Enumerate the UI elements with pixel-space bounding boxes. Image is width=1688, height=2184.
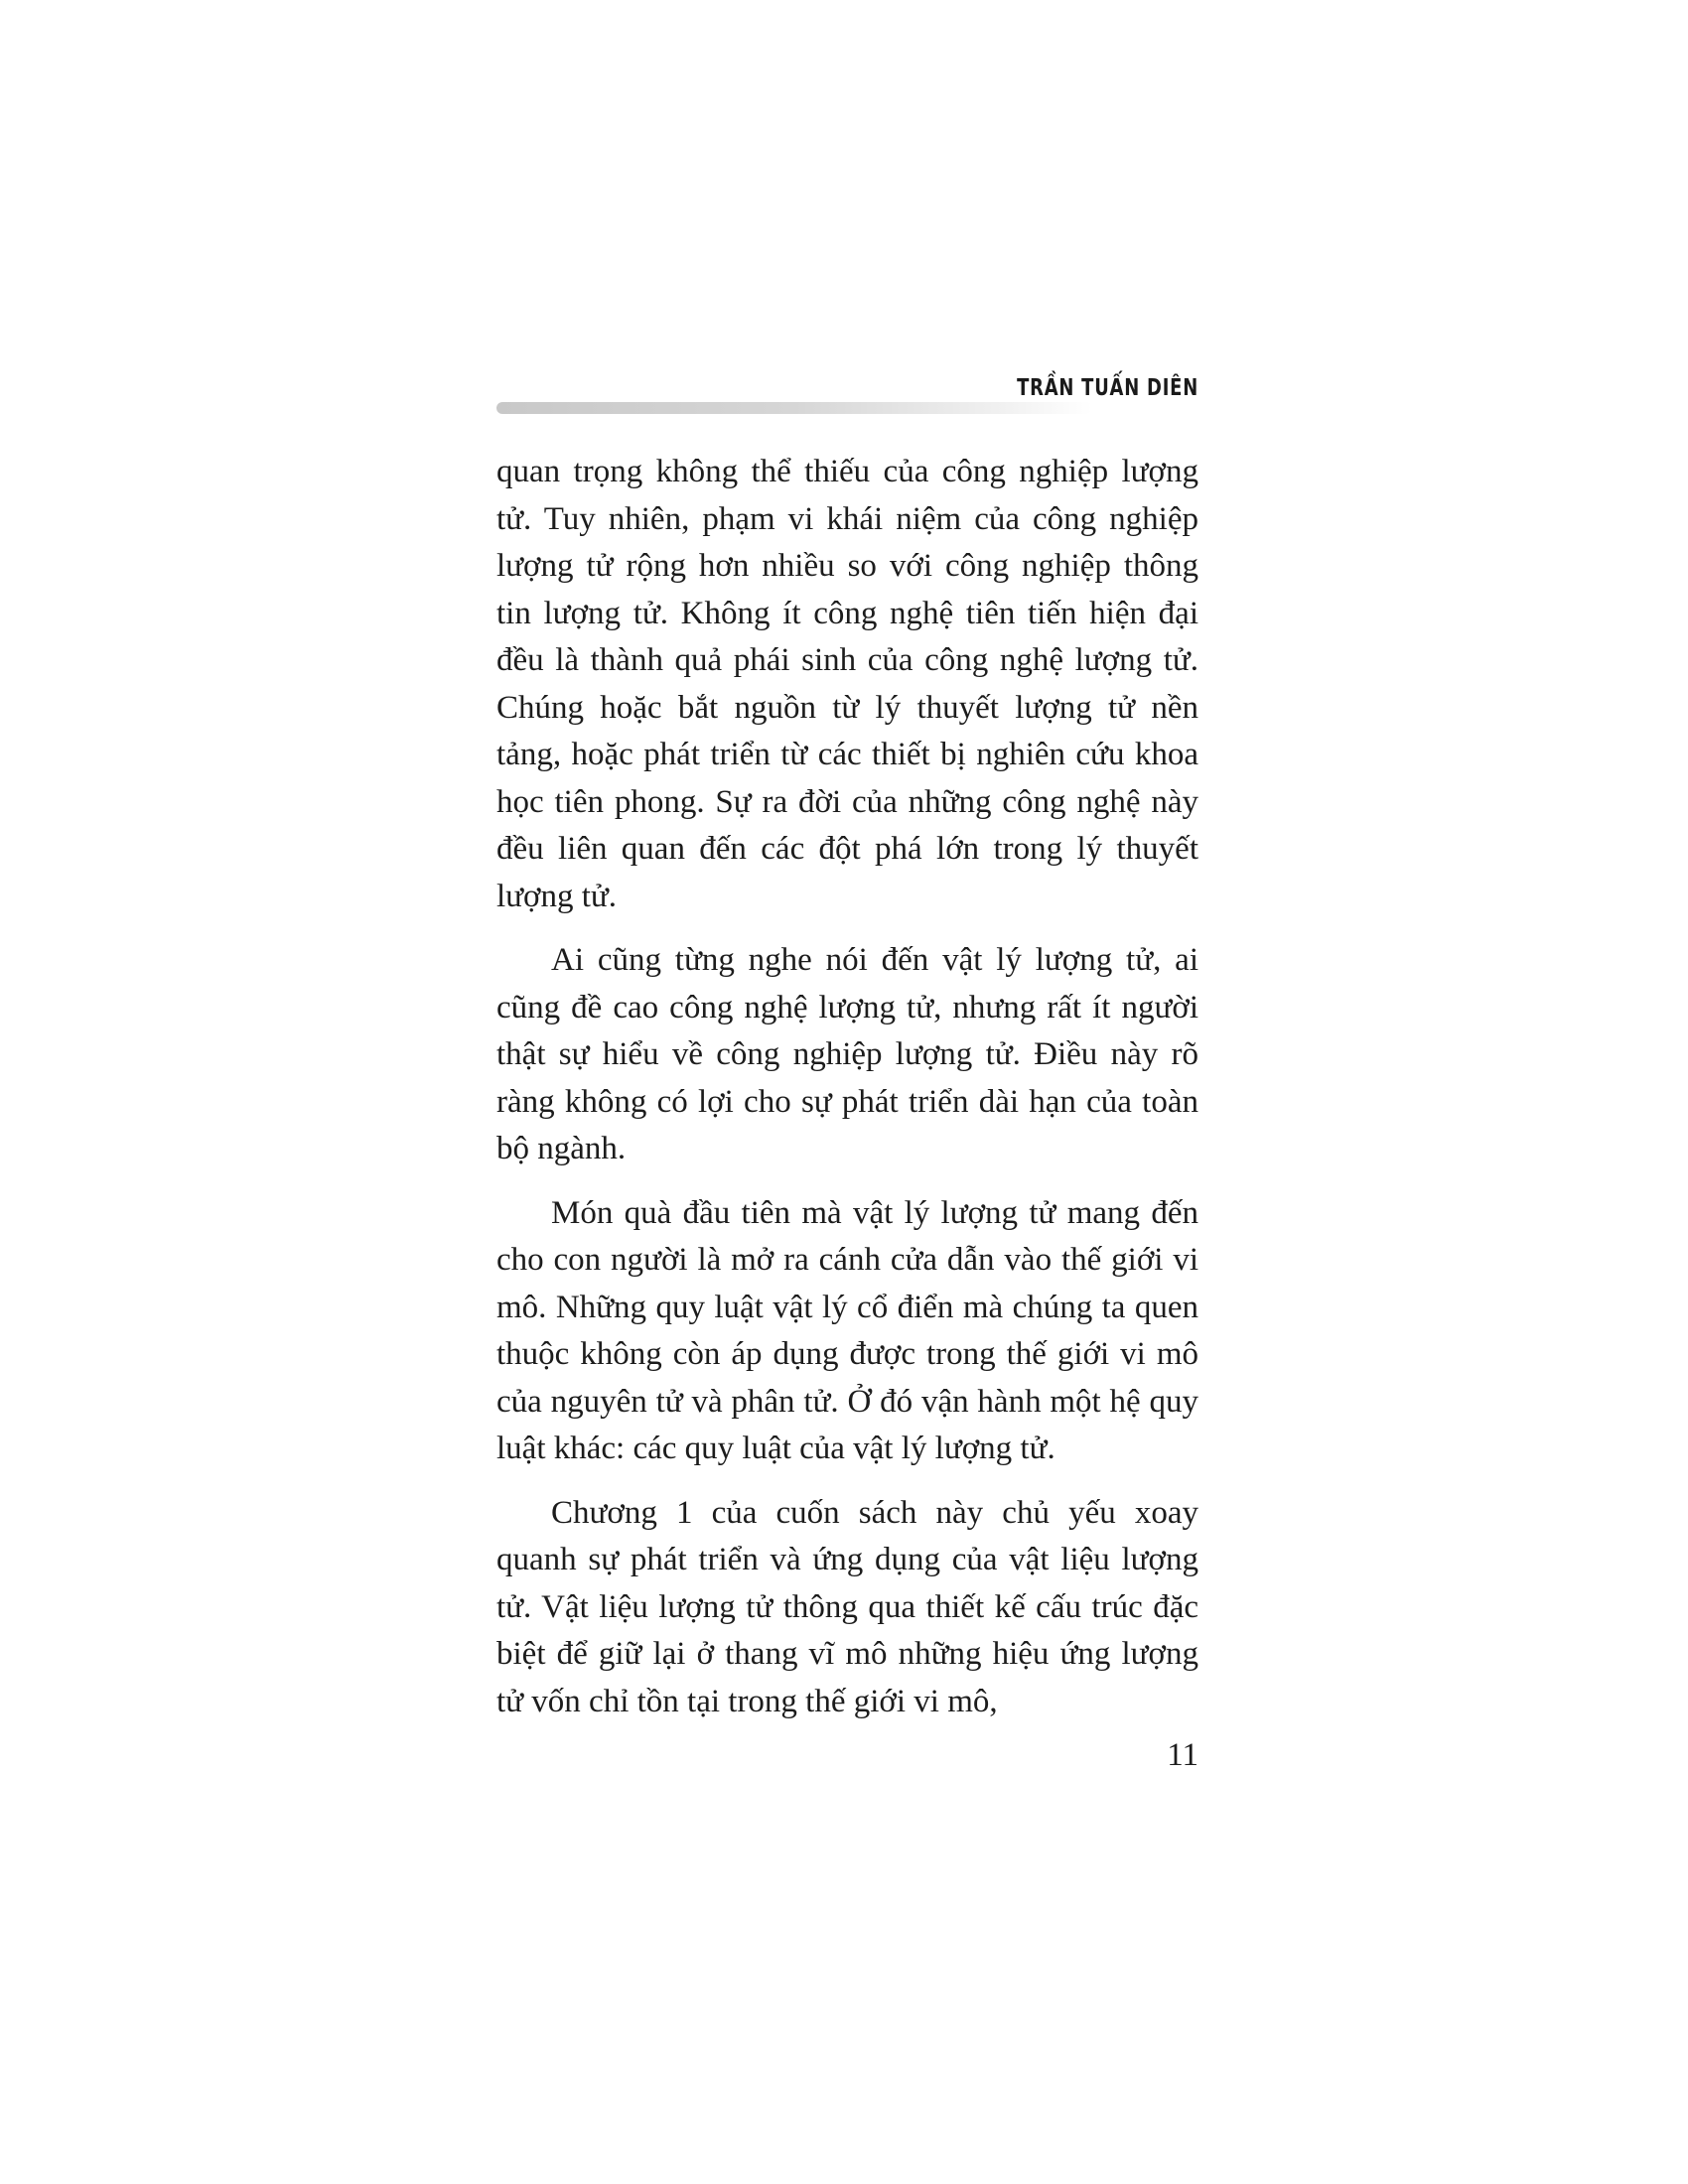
paragraph-continuation: quan trọng không thể thiếu của công nghiệp lượng tử. Tuy nhiên, phạm vi khái niệm của công nghiệp lượng tử rộng hơn nhiều so với công nghiệp thông tin lượng tử. Không ít công nghệ tiên tiến hiện đại đều là thành quả phái sinh của công nghệ lượng tử. Chúng hoặc bắt nguồn từ lý thuyết lượng tử nền tảng, hoặc phát triển từ các thiết bị nghiên cứu khoa học tiên phong. Sự ra đời của những công nghệ này đều liên quan đến các đột phá lớn trong lý thuyết lượng tử. — [496, 454, 1198, 914]
header-rule — [496, 402, 1092, 414]
body-text — [496, 449, 1198, 1742]
running-header-author: TRẦN TUẤN DIÊN — [1017, 375, 1198, 401]
paragraph: Món quà đầu tiên mà vật lý lượng tử mang đến cho con người là mở ra cánh cửa dẫn vào thế giới vi mô. Những quy luật vật lý cổ điển mà chúng ta quen thuộc không còn áp dụng được trong thế giới vi mô của nguyên tử và phân tử. Ở đó vận hành một hệ quy luật khác: các quy luật của vật lý lượng tử. — [496, 1194, 1198, 1466]
paragraph: Chương 1 của cuốn sách này chủ yếu xoay quanh sự phát triển và ứng dụng của vật liệu lượng tử. Vật liệu lượng tử thông qua thiết kế cấu trúc đặc biệt để giữ lại ở thang vĩ mô những hiệu ứng lượng tử vốn chỉ tồn tại trong thế giới vi mô, — [496, 1494, 1198, 1719]
paragraph: Ai cũng từng nghe nói đến vật lý lượng tử, ai cũng đề cao công nghệ lượng tử, nhưng rất ít người thật sự hiểu về công nghiệp lượng tử. Điều này rõ ràng không có lợi cho sự phát triển dài hạn của toàn bộ ngành. — [496, 942, 1198, 1166]
page-number: 11 — [1167, 1737, 1198, 1773]
